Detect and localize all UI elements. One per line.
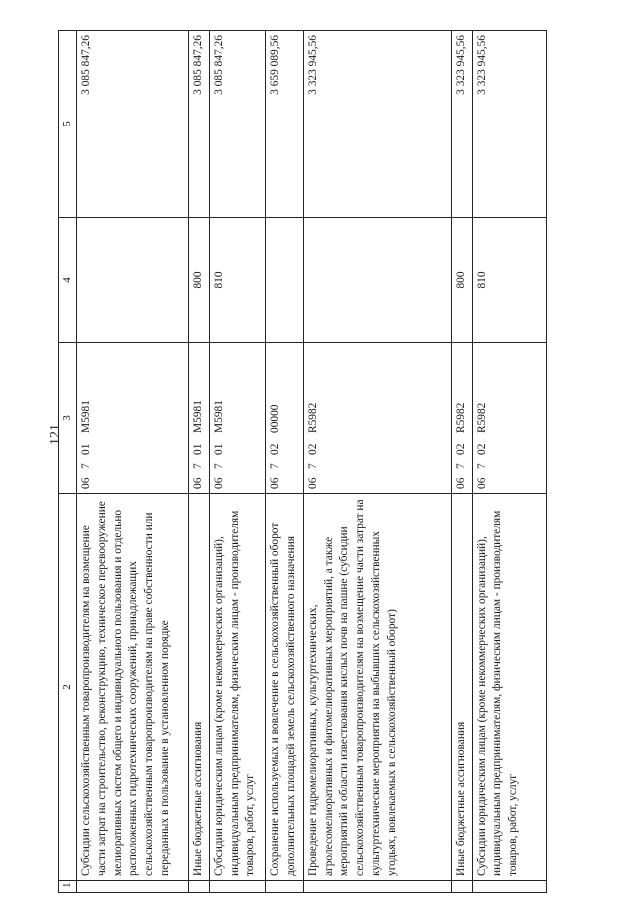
row-index-cell bbox=[265, 881, 303, 893]
amount-cell: 3 085 847,26 bbox=[209, 31, 265, 218]
expense-type-cell: 800 bbox=[451, 218, 472, 343]
description-cell: Проведение гидромелиоративных, культуртехнических, агролесомелиоративных и фитомелиоративных мероприятий, а также мероприятий в области известкования кислых почв на пашне (субсидии сельскохозяйственным товаропроизводителям на возмещение части затрат на культуртехнические мероприятия на выбывших сельскохозяйственных угодьях, вовлекаемых в сельскохозяйственный оборот) bbox=[303, 494, 451, 881]
expense-type-cell: 800 bbox=[189, 218, 210, 343]
classification-code-cell: 06702R5982 bbox=[472, 343, 546, 494]
classification-code-cell: 0670200000 bbox=[265, 343, 303, 494]
table-row bbox=[77, 31, 189, 893]
row-index-cell bbox=[472, 881, 546, 893]
row-index-cell bbox=[77, 881, 189, 893]
column-header: 3 bbox=[59, 343, 77, 494]
expense-type-cell bbox=[265, 218, 303, 343]
description-cell: Сохранение используемых и вовлечение в сельскохозяйственный оборот дополнительных площадей земель сельскохозяйственного назначения bbox=[265, 494, 303, 881]
amount-cell: 3 085 847,26 bbox=[189, 31, 210, 218]
classification-code-cell: 06702R5982 bbox=[303, 343, 451, 494]
classification-code-cell: 06701M5981 bbox=[209, 343, 265, 494]
expense-type-cell: 810 bbox=[209, 218, 265, 343]
amount-cell: 3 323 945,56 bbox=[451, 31, 472, 218]
classification-code-cell: 06701M5981 bbox=[189, 343, 210, 494]
description-cell: Иные бюджетные ассигнования bbox=[189, 494, 210, 881]
rotated-page bbox=[58, 31, 546, 893]
expense-type-cell bbox=[77, 218, 189, 343]
expense-type-cell bbox=[303, 218, 451, 343]
table-row bbox=[303, 31, 451, 893]
page-number: 121 bbox=[48, 424, 63, 445]
row-index-cell bbox=[451, 881, 472, 893]
table-row bbox=[189, 31, 210, 893]
amount-cell: 3 323 945,56 bbox=[472, 31, 546, 218]
column-header: 2 bbox=[59, 494, 77, 881]
row-index-cell bbox=[303, 881, 451, 893]
row-index-cell bbox=[209, 881, 265, 893]
table-row bbox=[451, 31, 472, 893]
budget-table bbox=[58, 30, 547, 893]
description-cell: Субсидии юридическим лицам (кроме некоммерческих организаций), индивидуальным предпринимателям, физическим лицам - производителям товаров, работ, услуг bbox=[209, 494, 265, 881]
table-row bbox=[209, 31, 265, 893]
column-header: 4 bbox=[59, 218, 77, 343]
expense-type-cell: 810 bbox=[472, 218, 546, 343]
description-cell: Субсидии юридическим лицам (кроме некоммерческих организаций), индивидуальным предпринимателям, физическим лицам - производителям товаров, работ, услуг bbox=[472, 494, 546, 881]
description-cell: Субсидии сельскохозяйственным товаропроизводителям на возмещение части затрат на строительство, реконструкцию, техническое перевооружение мелиоративных систем общего и индивидуального пользования и отдельно расположенных гидротехнических сооружений, принадлежащих сельскохозяйственным товаропроизводителям на праве собственности или переданных в пользование в установленном порядке bbox=[77, 494, 189, 881]
classification-code-cell: 06701M5981 bbox=[77, 343, 189, 494]
table-header-row bbox=[59, 31, 77, 893]
description-cell: Иные бюджетные ассигнования bbox=[451, 494, 472, 881]
amount-cell: 3 085 847,26 bbox=[77, 31, 189, 218]
row-index-cell bbox=[189, 881, 210, 893]
classification-code-cell: 06702R5982 bbox=[451, 343, 472, 494]
amount-cell: 3 323 945,56 bbox=[303, 31, 451, 218]
amount-cell: 3 659 089,56 bbox=[265, 31, 303, 218]
table-row bbox=[265, 31, 303, 893]
table-row bbox=[472, 31, 546, 893]
column-header: 1 bbox=[59, 881, 77, 893]
column-header: 5 bbox=[59, 31, 77, 218]
